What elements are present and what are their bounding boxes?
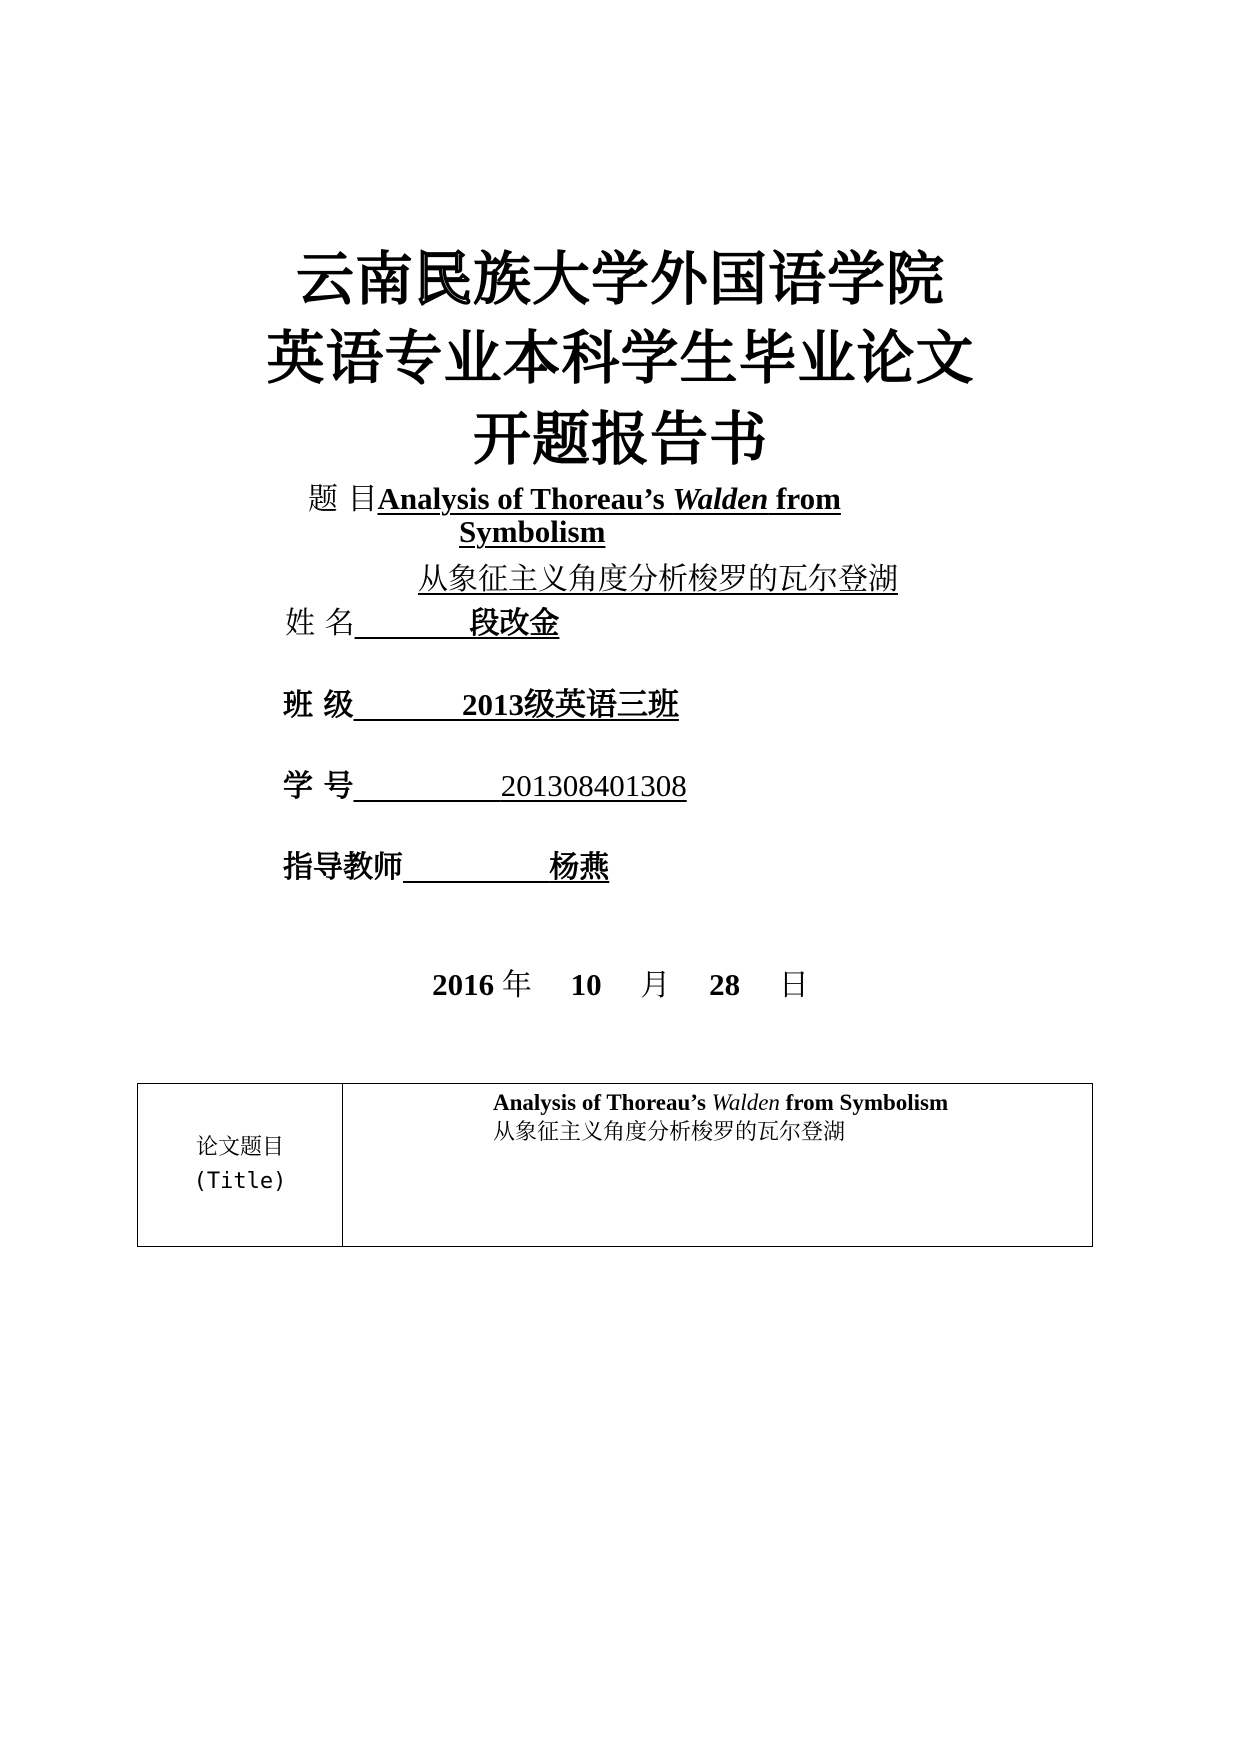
date-month: 10 [570,967,602,1002]
date-year-unit: 年 [501,968,532,1003]
table-title-en-part2: from Symbolism [779,1090,949,1115]
report-title-line: 开题报告书 [472,405,768,473]
date-line [0,960,1241,1004]
name-value-text: 段改金 [469,606,560,641]
advisor-value-text: 杨燕 [549,850,610,885]
advisor-row [283,842,609,886]
thesis-title-value-en [493,1088,1091,1118]
student-id-value-text: 201308401308 [500,768,687,803]
date-month-unit: 月 [640,968,671,1003]
table-title-en-italic: Walden [711,1090,780,1115]
date-day: 28 [709,967,741,1002]
student-id-row [283,761,687,805]
university-title-part2: 族大学外国语学院 [473,245,946,313]
advisor-label: 指导教师 [283,850,403,885]
name-row [285,598,559,642]
thesis-title-label-cn: 论文题目 [195,1135,284,1160]
university-title-part1: 云南 [295,245,414,313]
date-day-unit: 日 [778,968,809,1003]
class-label: 班 级 [283,688,354,723]
table-row [138,1084,1093,1247]
class-value-text: 2013级英语三班 [461,687,679,722]
topic-label: 题 目 [308,482,378,517]
topic-row-3 [418,554,898,598]
date-year: 2016 [432,967,495,1002]
student-id-label: 学 号 [283,769,354,804]
topic-value-en-line2: Symbolism [459,514,606,549]
thesis-title-label-en: (Title) [193,1169,287,1194]
name-value [355,606,560,641]
topic-value-cn: 从象征主义角度分析梭罗的瓦尔登湖 [418,562,898,597]
class-value [353,687,679,722]
advisor-value [403,850,609,885]
table-title-en-part1: Analysis of Thoreau’s [493,1090,712,1115]
thesis-info-table [137,1083,1093,1247]
university-title [0,232,1241,316]
student-id-value [353,768,686,803]
topic-row [308,474,841,518]
topic-en-italic: Walden [672,481,769,516]
class-row [283,679,679,724]
name-label: 姓 名 [285,606,355,641]
thesis-title-value-cell [343,1084,1093,1247]
thesis-title-label-cell [138,1084,343,1247]
university-title-outline-char: 民 [413,245,473,313]
topic-row-2 [459,514,605,550]
topic-en-part1: Analysis of Thoreau’s [377,481,673,516]
thesis-title-value-cn: 从象征主义角度分析梭罗的瓦尔登湖 [493,1120,846,1145]
thesis-title-line: 英语专业本科学生毕业论文 [266,324,975,392]
topic-en-part2: from [768,481,841,516]
topic-value-en [378,481,841,516]
